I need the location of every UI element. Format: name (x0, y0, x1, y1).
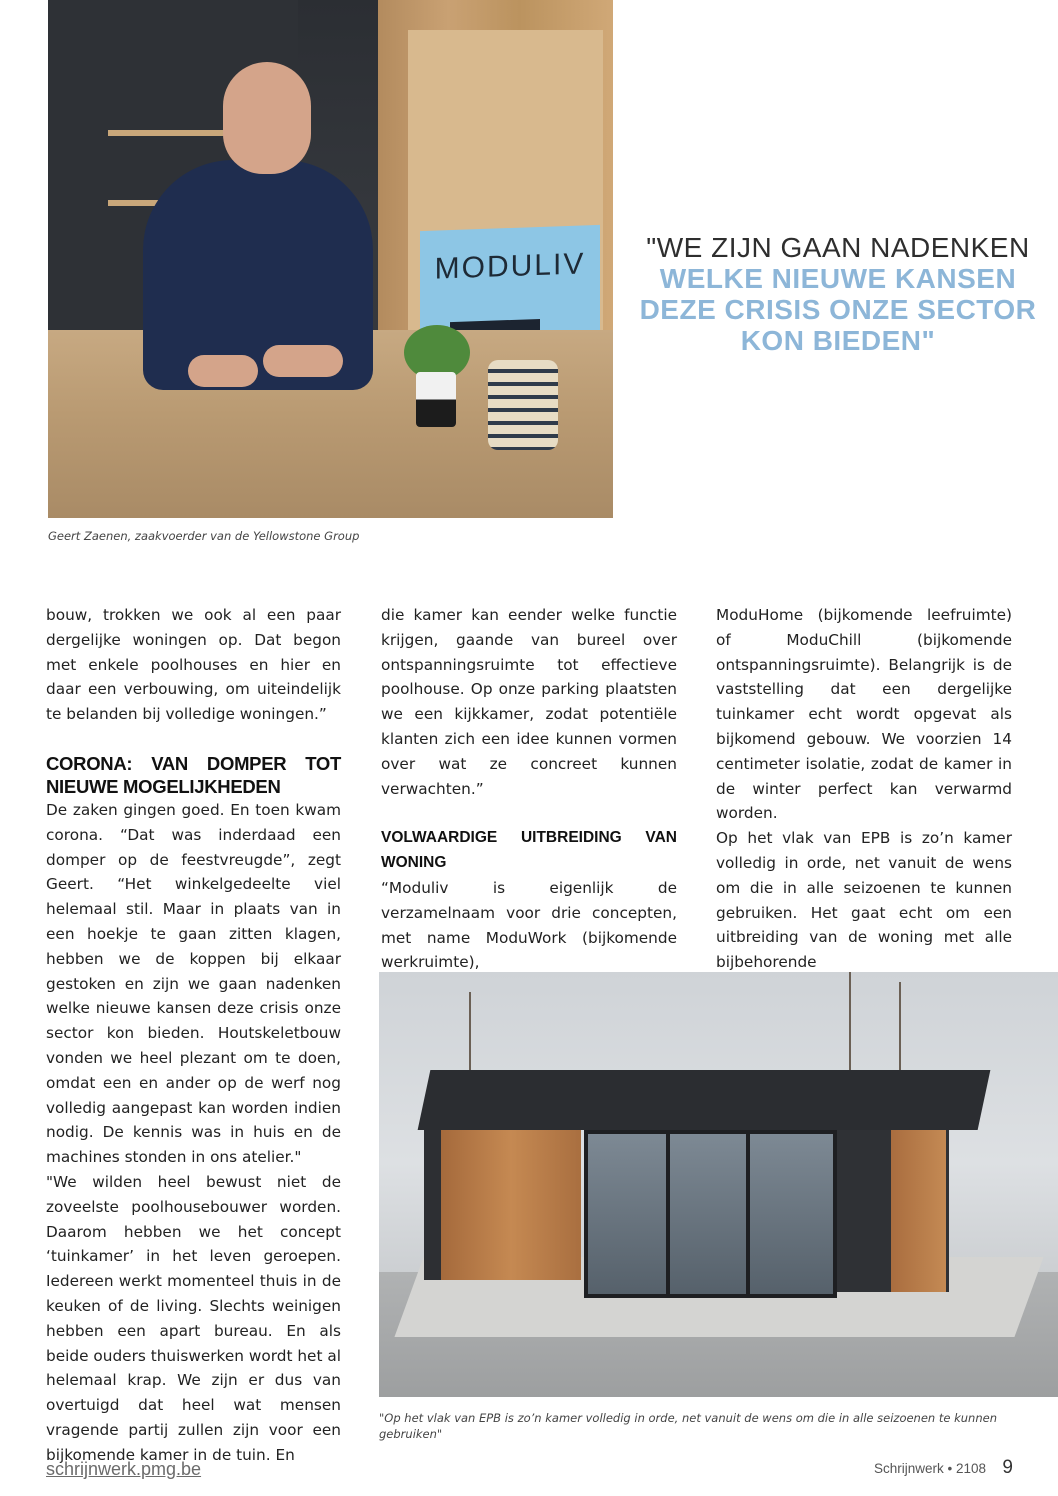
column-3 (716, 603, 1012, 975)
paragraph: "We wilden heel bewust niet de zoveelste poolhousebouwer worden. Daarom hebben we het concept ‘tuinkamer’ in het leven geroepen. Iedereen werkt momenteel thuis in de keuken of de living. Slechts weinigen hebben een apart bureau. En als beide ouders thuiswerken wordt het al helemaal krap. We zijn er dus van overtuigd dat heel wat mensen vragende partij zullen zijn voor een bijkomende kamer in de tuin. En (46, 1172, 341, 1464)
paragraph: bouw, trokken we ook al een paar dergelijke woningen op. Dat begon met enkele poolhouses en hier en daar een verbouwing, om uiteindelijk te belanden bij volledige woningen.” (46, 606, 341, 724)
door-frame (666, 1134, 670, 1294)
glass-doors (584, 1130, 837, 1298)
sign-logo-text: MODULIV (434, 247, 586, 286)
footer-magazine-issue: Schrijnwerk • 2108 (873, 1461, 986, 1476)
column-2 (381, 603, 677, 975)
pull-quote-line1: "WE ZIJN GAAN NADENKEN (646, 232, 1030, 263)
page-number: 9 (1002, 1457, 1013, 1478)
wood-cladding-left (441, 1130, 581, 1280)
woven-basket (488, 360, 558, 450)
paragraph: “Moduliv is eigenlijk de verzamelnaam voor drie concepten, met name ModuWork (bijkomende werkruimte), (381, 878, 677, 972)
person-hand (188, 355, 258, 387)
section-heading-corona: CORONA: VAN DOMPER TOT NIEUWE MOGELIJKHEDEN (46, 752, 341, 797)
paragraph: ModuHome (bijkomende leefruimte) of ModuChill (bijkomende ontspanningsruimte). Belangrijk is de vaststelling dat een dergelijke tuinkamer echt wordt opgevat als bijkomend gebouw. We voorzien 14 centimeter isolatie, zodat de kamer in de winter perfect kan verwarmd worden. (716, 606, 1012, 823)
section-heading-uitbreiding: VOLWAARDIGE UITBREIDING VAN WONING (381, 829, 677, 872)
person-head (223, 62, 311, 174)
wood-cladding-right (891, 1122, 946, 1292)
garden-room-photo (379, 972, 1058, 1397)
flat-roof (418, 1070, 991, 1130)
door-frame (746, 1134, 750, 1294)
plant-pot (416, 372, 456, 427)
paragraph: die kamer kan eender welke functie krijgen, gaande van bureel over ontspanningsruimte tot effectieve poolhouse. Op onze parking plaatsten we een kijkkamer, zodat potentiële klanten zich een idee kunnen vormen over wat ze concreet kunnen verwachten.” (381, 606, 677, 798)
footer-website-link[interactable]: schrijnwerk.pmg.be (46, 1459, 202, 1479)
column-1 (46, 603, 341, 1468)
pull-quote-line2: WELKE NIEUWE KANSEN DEZE CRISIS ONZE SECTOR KON BIEDEN" (639, 263, 1037, 356)
photo-caption-bottom: "Op het vlak van EPB is zo’n kamer volledig in orde, net vanuit de wens om die in alle seizoenen te kunnen gebruiken" (379, 1411, 997, 1441)
paragraph: Op het vlak van EPB is zo’n kamer volledig in orde, net vanuit de wens om die in alle seizoenen te kunnen gebruiken. Het gaat echt om een uitbreiding van de woning met alle bijbehorende (716, 829, 1012, 972)
photo-caption-top: Geert Zaenen, zaakvoerder van de Yellowstone Group (48, 529, 360, 543)
portrait-photo (48, 0, 613, 518)
paragraph: De zaken gingen goed. En toen kwam corona. “Dat was inderdaad een domper op de feestvreugde”, zegt Geert. “Het winkelgedeelte viel helemaal stil. Maar in plaats van in een hoekje te gaan zitten klagen, hebben we de koppen bij elkaar gestoken en zijn we gaan nadenken welke nieuwe kansen deze crisis onze sector kon bieden. Houtskeletbouw vonden we heel plezant om te doen, omdat een en ander op de werf nog volledig aangepast kan worden indien nodig. De kennis was in huis en de machines stonden in ons atelier." (46, 800, 341, 1167)
person-hand (263, 345, 343, 377)
pull-quote (628, 232, 1048, 356)
